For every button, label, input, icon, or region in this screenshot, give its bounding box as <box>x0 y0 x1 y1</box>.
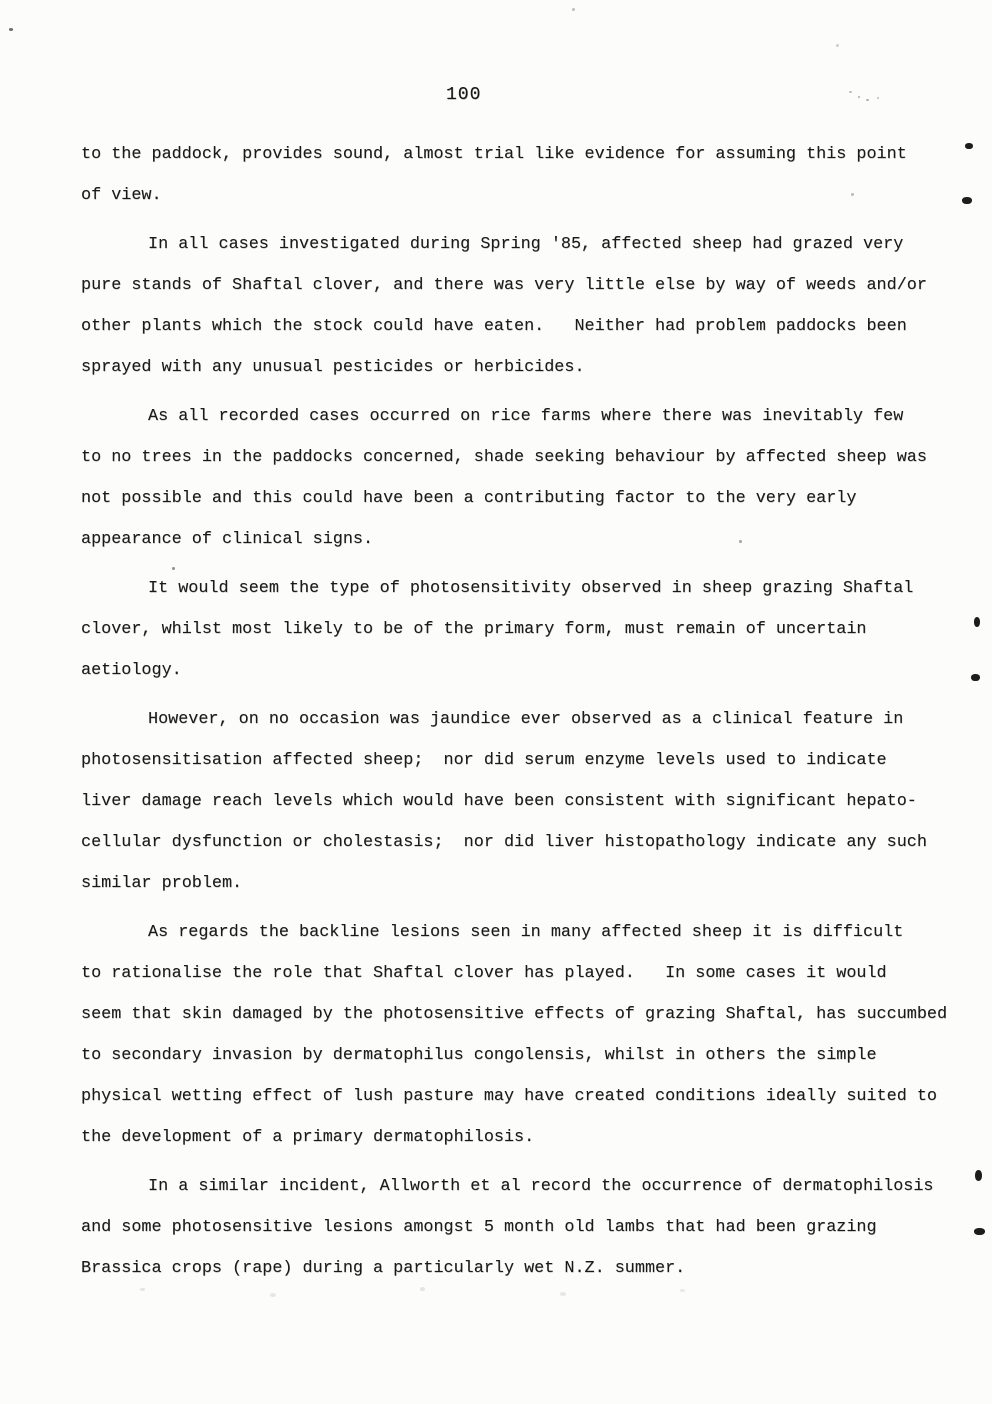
scan-artifact <box>877 97 879 99</box>
text-line: seem that skin damaged by the photosensitive effects of grazing Shaftal, has succumbed <box>81 1005 948 1024</box>
text-line: As all recorded cases occurred on rice farms where there was inevitably few <box>148 407 904 426</box>
paragraph <box>81 134 961 216</box>
paragraph <box>81 699 961 904</box>
scan-artifact <box>680 1289 685 1292</box>
text-line: appearance of clinical signs. <box>81 530 374 549</box>
scan-artifact <box>9 28 13 31</box>
scan-artifact <box>974 1228 985 1235</box>
text-line: to rationalise the role that Shaftal clover has played. In some cases it would <box>81 964 887 983</box>
text-line: liver damage reach levels which would have been consistent with significant hepato- <box>81 792 917 811</box>
text-line: not possible and this could have been a contributing factor to the very early <box>81 489 857 508</box>
scan-artifact <box>975 1170 982 1181</box>
text-line: It would seem the type of photosensitivity observed in sheep grazing Shaftal <box>148 579 914 598</box>
text-line: the development of a primary dermatophilosis. <box>81 1128 535 1147</box>
scan-artifact <box>270 1293 276 1297</box>
text-line: In all cases investigated during Spring '85, affected sheep had grazed very <box>148 235 904 254</box>
scan-artifact <box>140 1288 145 1291</box>
scan-artifact <box>866 99 869 101</box>
text-line: As regards the backline lesions seen in many affected sheep it is difficult <box>148 923 904 942</box>
text-line: cellular dysfunction or cholestasis; nor did liver histopathology indicate any such <box>81 833 927 852</box>
text-line: physical wetting effect of lush pasture may have created conditions ideally suited to <box>81 1087 937 1106</box>
scan-artifact <box>572 8 575 11</box>
page-number: 100 <box>446 85 482 105</box>
scan-artifact <box>849 91 852 93</box>
text-line: to secondary invasion by dermatophilus congolensis, whilst in others the simple <box>81 1046 877 1065</box>
text-line: to no trees in the paddocks concerned, shade seeking behaviour by affected sheep was <box>81 448 927 467</box>
text-line: similar problem. <box>81 874 243 893</box>
scan-artifact <box>420 1287 425 1291</box>
text-line: other plants which the stock could have eaten. Neither had problem paddocks been <box>81 317 907 336</box>
scan-artifact <box>962 197 972 204</box>
paragraph <box>81 224 961 388</box>
text-line: of view. <box>81 186 162 205</box>
scan-artifact <box>560 1292 566 1296</box>
document-body <box>81 134 961 1297</box>
text-line: Brassica crops (rape) during a particularly wet N.Z. summer. <box>81 1259 686 1278</box>
scan-artifact <box>739 540 742 543</box>
text-line: photosensitisation affected sheep; nor did serum enzyme levels used to indicate <box>81 751 887 770</box>
scan-artifact <box>974 617 980 627</box>
paragraph <box>81 912 961 1158</box>
text-line: In a similar incident, Allworth et al record the occurrence of dermatophilosis <box>148 1177 934 1196</box>
text-line: pure stands of Shaftal clover, and there was very little else by way of weeds and/or <box>81 276 927 295</box>
scan-artifact <box>965 143 973 149</box>
text-line: and some photosensitive lesions amongst 5 month old lambs that had been grazing <box>81 1218 877 1237</box>
paragraph <box>81 1166 961 1289</box>
text-line: to the paddock, provides sound, almost trial like evidence for assuming this point <box>81 145 907 164</box>
scan-artifact <box>836 44 839 47</box>
scan-artifact <box>851 193 854 196</box>
scan-artifact <box>858 96 860 98</box>
paragraph <box>81 568 961 691</box>
paragraph <box>81 396 961 560</box>
text-line: aetiology. <box>81 661 182 680</box>
text-line: sprayed with any unusual pesticides or herbicides. <box>81 358 585 377</box>
text-line: However, on no occasion was jaundice ever observed as a clinical feature in <box>148 710 904 729</box>
scan-artifact <box>971 674 980 681</box>
text-line: clover, whilst most likely to be of the primary form, must remain of uncertain <box>81 620 867 639</box>
scan-artifact <box>172 567 175 570</box>
